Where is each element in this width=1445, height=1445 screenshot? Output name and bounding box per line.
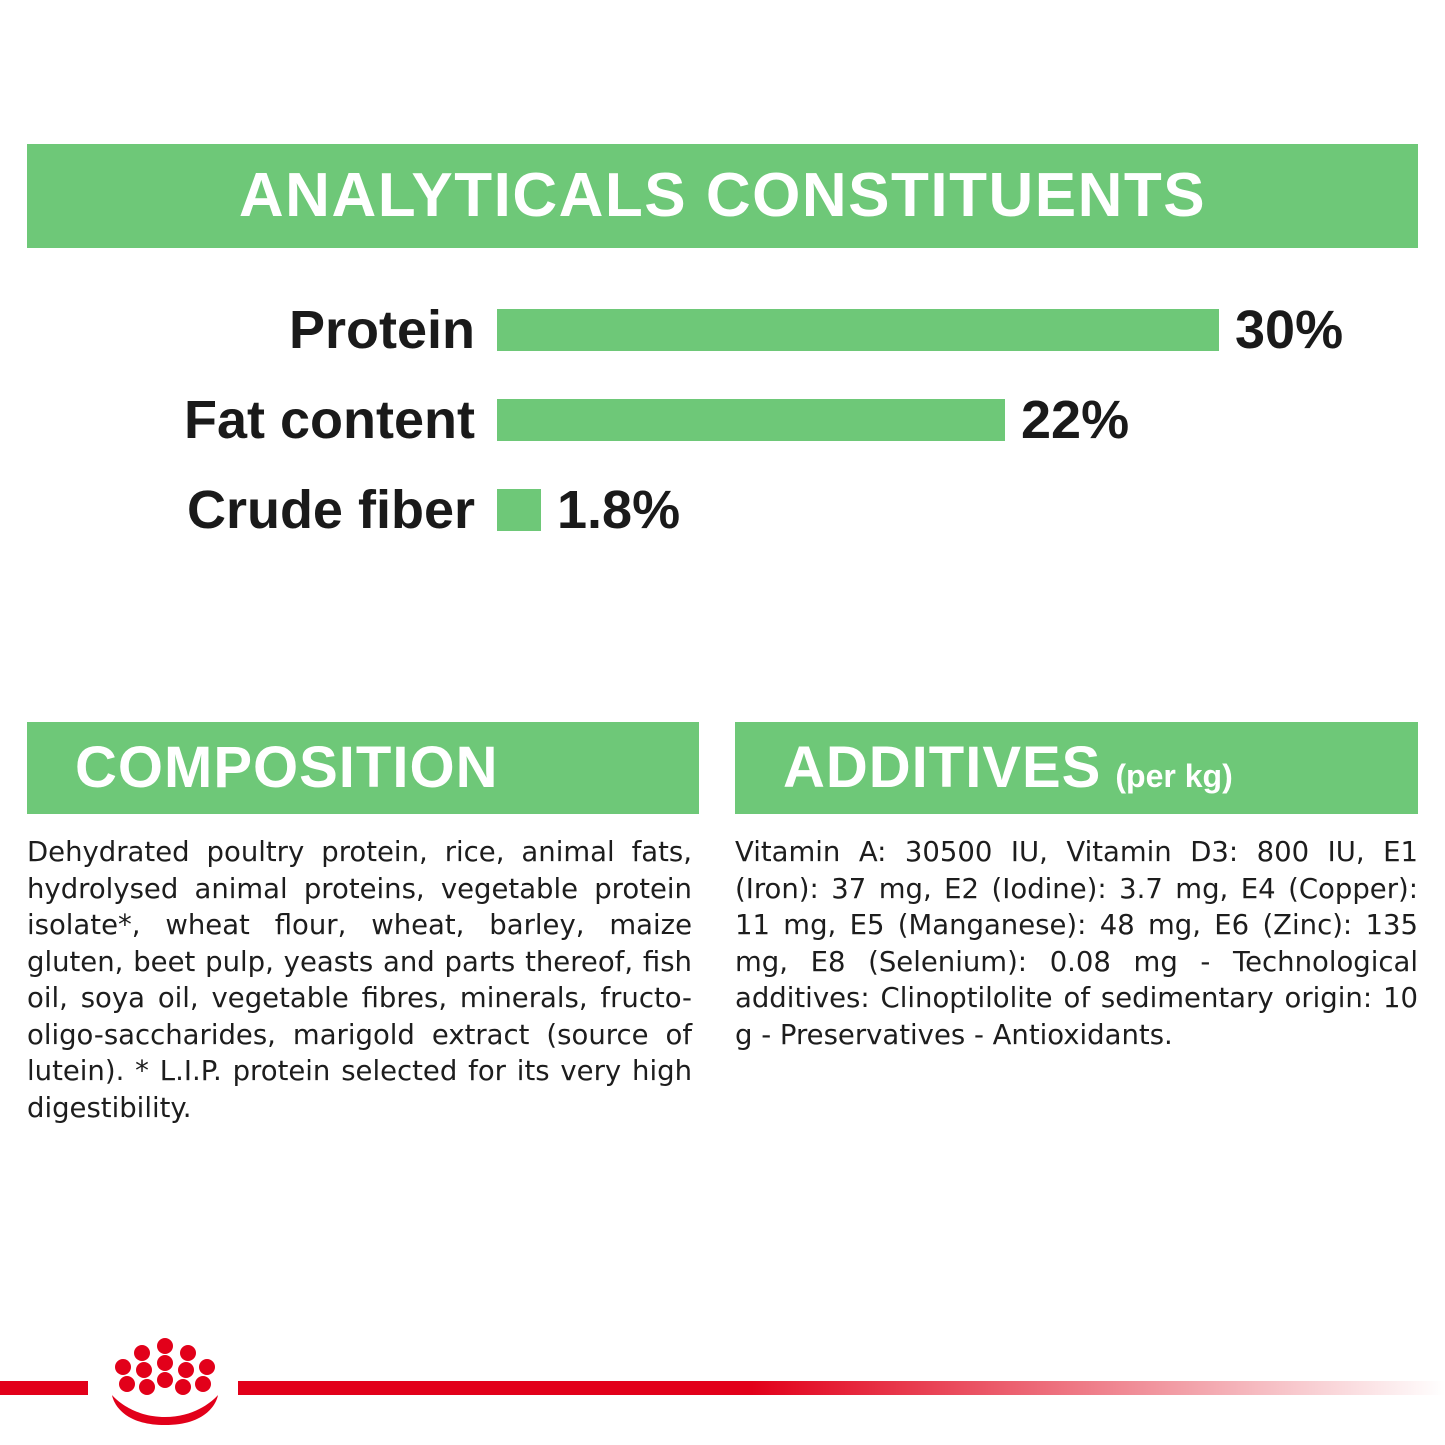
- constituent-bar: [497, 489, 541, 531]
- additives-subtitle: (per kg): [1115, 758, 1233, 794]
- constituent-row-fat-content: [27, 375, 1418, 465]
- constituent-label: Crude fiber: [186, 480, 475, 540]
- composition-text: Dehydrated poultry protein, rice, animal fats, hydrolysed animal proteins, vegetable protein isolate*, wheat flour, wheat, barley, maize gluten, beet pulp, yeasts and parts thereof, fish oil, soya oil, vegetable fibres, minerals, fructo-oligo-saccharides, marigold extract (source of lutein). * L.I.P. protein selected for its very high digestibility.: [27, 836, 692, 1124]
- constituent-value: 22%: [1021, 390, 1130, 450]
- constituent-row-crude-fiber: [27, 465, 1418, 555]
- constituent-value: 30%: [1235, 300, 1344, 360]
- constituents-chart: [27, 285, 1418, 555]
- constituent-bar-wrap: [497, 480, 1418, 540]
- composition-header: [27, 722, 699, 814]
- composition-title: COMPOSITION: [75, 735, 499, 800]
- additives-panel: [735, 722, 1418, 1053]
- royal-canin-crown-icon: [104, 1337, 226, 1429]
- composition-panel: [27, 722, 699, 1127]
- constituent-row-protein: [27, 285, 1418, 375]
- constituent-label: Fat content: [184, 390, 475, 450]
- analyticals-title: ANALYTICALS CONSTITUENTS: [238, 161, 1207, 230]
- constituent-bar-wrap: [497, 390, 1418, 450]
- additives-header: [735, 722, 1418, 814]
- additives-title: ADDITIVES: [783, 735, 1102, 800]
- constituent-label: Protein: [288, 300, 475, 360]
- constituent-value: 1.8%: [557, 480, 681, 540]
- additives-text: Vitamin A: 30500 IU, Vitamin D3: 800 IU, E1 (Iron): 37 mg, E2 (Iodine): 3.7 mg, E4 (Copper): 11 mg, E5 (Manganese): 48 mg, E6 (Zinc): 135 mg, E8 (Selenium): 0.08 mg - Technological additives: Clinoptilolite of sedimentary origin: 10 g - Preservatives - Antioxidants.: [735, 836, 1418, 1051]
- analyticals-banner: [27, 144, 1418, 248]
- constituent-bar: [497, 309, 1219, 351]
- constituent-bar: [497, 399, 1005, 441]
- constituent-bar-wrap: [497, 300, 1418, 360]
